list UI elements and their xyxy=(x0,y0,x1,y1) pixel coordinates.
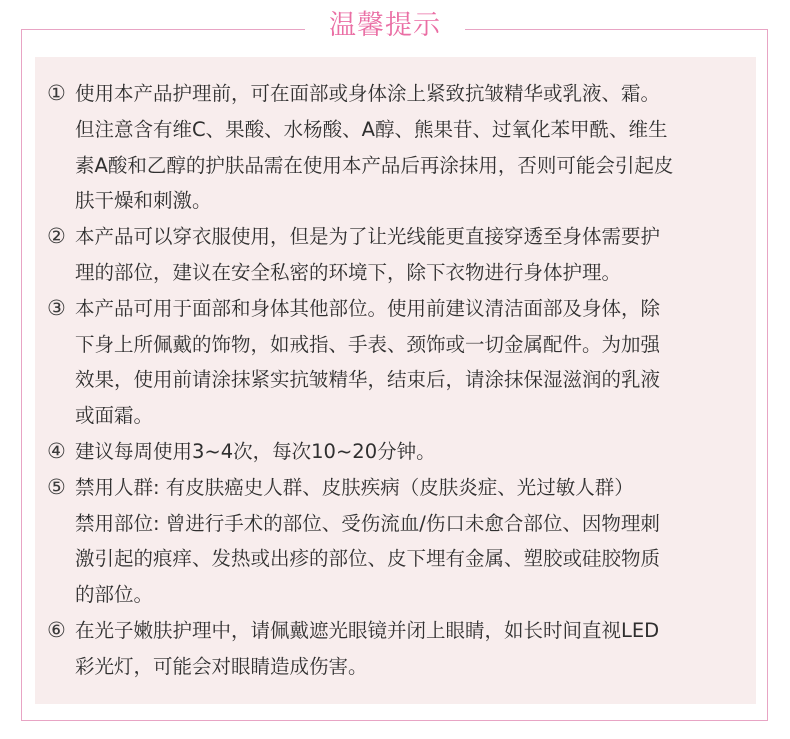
note-line: 或面霜。 xyxy=(75,404,154,428)
note-item-1 xyxy=(47,76,747,219)
note-line: 本产品可以穿衣服使用，但是为了让光线能更直接穿透至身体需要护 xyxy=(75,225,661,249)
note-item-4 xyxy=(47,434,747,470)
note-number: ② xyxy=(47,224,66,249)
page-title: 温馨提示 xyxy=(329,10,441,41)
note-text xyxy=(75,434,747,470)
note-number: ① xyxy=(47,81,66,105)
note-text xyxy=(75,219,747,291)
note-line: 在光子嫩肤护理中，请佩戴遮光眼镜并闭上眼睛，如长时间直视LED xyxy=(75,618,660,642)
note-number: ④ xyxy=(47,438,66,463)
note-item-5 xyxy=(47,470,747,613)
note-line: 理的部位，建议在安全私密的环境下，除下衣物进行身体护理。 xyxy=(75,260,622,284)
note-line: 下身上所佩戴的饰物，如戒指、手表、颈饰或一切金属配件。为加强 xyxy=(75,332,661,356)
note-line: 禁用人群: 有皮肤癌史人群、皮肤疾病（皮肤炎症、光过敏人群） xyxy=(75,475,634,499)
note-line: 彩光灯，可能会对眼睛造成伤害。 xyxy=(75,654,368,678)
note-item-3 xyxy=(47,291,747,434)
note-line: 禁用部位: 曾进行手术的部位、受伤流血/伤口未愈合部位、因物理刺 xyxy=(75,511,660,535)
notes-list xyxy=(47,76,747,685)
note-line: 的部位。 xyxy=(75,583,154,607)
note-item-2 xyxy=(47,219,747,291)
note-number: ⑥ xyxy=(47,617,66,642)
note-line: 但注意含有维C、果酸、水杨酸、A醇、熊果苷、过氧化苯甲酰、维生 xyxy=(75,117,668,141)
note-number: ③ xyxy=(47,295,66,320)
note-line: 激引起的痕痒、发热或出疹的部位、皮下埋有金属、塑胶或硅胶物质 xyxy=(75,547,661,571)
note-text xyxy=(75,613,747,685)
note-text xyxy=(75,470,747,613)
note-line: 肤干燥和刺激。 xyxy=(75,189,212,213)
note-line: 素A酸和乙醇的护肤品需在使用本产品后再涂抹用，否则可能会引起皮 xyxy=(75,153,674,177)
note-line: 本产品可用于面部和身体其他部位。使用前建议清洁面部及身体，除 xyxy=(75,296,661,320)
note-line: 效果，使用前请涂抹紧实抗皱精华，结束后，请涂抹保湿滋润的乳液 xyxy=(75,368,661,392)
note-line: 使用本产品护理前，可在面部或身体涂上紧致抗皱精华或乳液、霜。 xyxy=(75,82,661,105)
note-item-6 xyxy=(47,613,747,685)
note-text xyxy=(75,291,747,434)
note-line: 建议每周使用3~4次，每次10~20分钟。 xyxy=(75,439,436,463)
note-text xyxy=(75,76,747,219)
note-number: ⑤ xyxy=(47,474,66,499)
title-container xyxy=(305,6,465,50)
